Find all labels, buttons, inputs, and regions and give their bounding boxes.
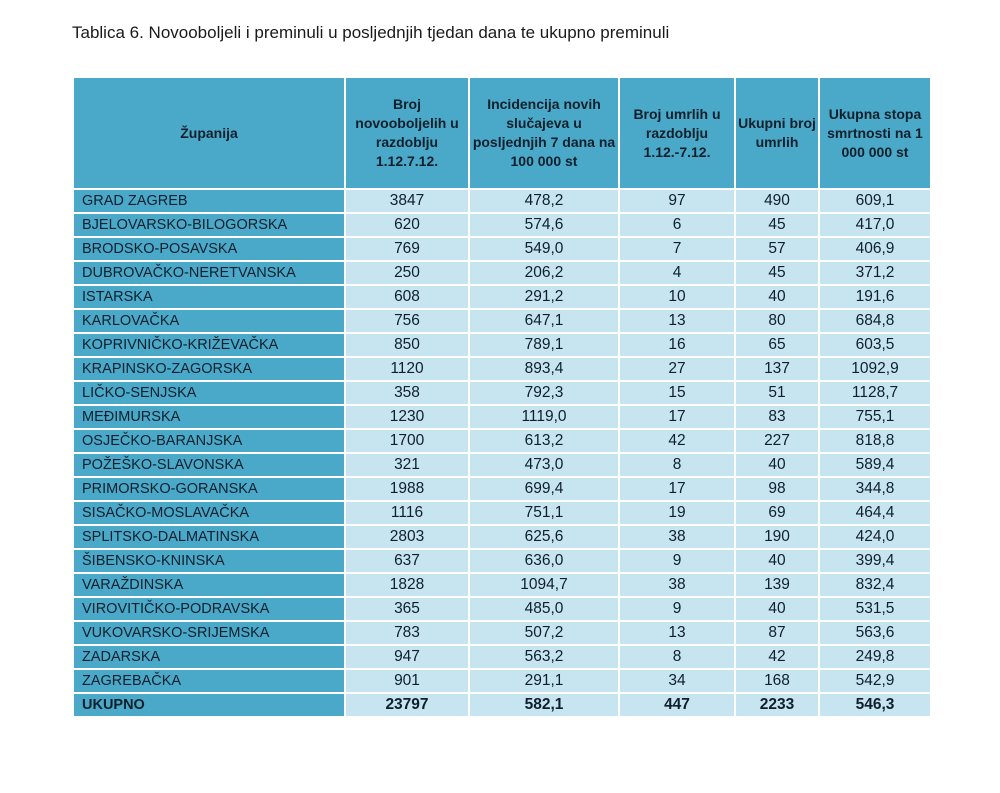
table-row (74, 310, 930, 332)
county-cell: PRIMORSKO-GORANSKA (74, 478, 344, 500)
deaths-period-cell: 42 (620, 430, 734, 452)
incidence-cell: 1119,0 (470, 406, 618, 428)
deaths-period-cell: 27 (620, 358, 734, 380)
total-deaths-cell: 490 (736, 190, 818, 212)
county-cell: SISAČKO-MOSLAVAČKA (74, 502, 344, 524)
county-cell: LIČKO-SENJSKA (74, 382, 344, 404)
new-cases-cell: 769 (346, 238, 468, 260)
incidence-cell: 473,0 (470, 454, 618, 476)
incidence-cell: 789,1 (470, 334, 618, 356)
county-cell: GRAD ZAGREB (74, 190, 344, 212)
new-cases-cell: 947 (346, 646, 468, 668)
new-cases-cell: 637 (346, 550, 468, 572)
new-cases-cell: 850 (346, 334, 468, 356)
county-cell: BRODSKO-POSAVSKA (74, 238, 344, 260)
table-body (74, 190, 930, 716)
incidence-cell: 291,1 (470, 670, 618, 692)
new-cases-cell: 608 (346, 286, 468, 308)
mortality-rate-cell: 191,6 (820, 286, 930, 308)
header-new-cases: Broj novooboljelih u razdoblju 1.12.7.12. (346, 78, 468, 188)
total-deaths-cell: 42 (736, 646, 818, 668)
deaths-period-cell: 13 (620, 622, 734, 644)
deaths-period-cell: 6 (620, 214, 734, 236)
table-row (74, 574, 930, 596)
header-county: Županija (74, 78, 344, 188)
mortality-rate-cell: 755,1 (820, 406, 930, 428)
mortality-rate-cell: 406,9 (820, 238, 930, 260)
incidence-cell: 636,0 (470, 550, 618, 572)
total-deaths-cell: 69 (736, 502, 818, 524)
total-deaths-cell: 2233 (736, 694, 818, 716)
county-cell: KRAPINSKO-ZAGORSKA (74, 358, 344, 380)
deaths-period-cell: 17 (620, 406, 734, 428)
table-row (74, 550, 930, 572)
header-deaths-period: Broj umrlih u razdoblju 1.12.-7.12. (620, 78, 734, 188)
mortality-rate-cell: 424,0 (820, 526, 930, 548)
total-deaths-cell: 45 (736, 214, 818, 236)
table-row (74, 214, 930, 236)
county-cell: VARAŽDINSKA (74, 574, 344, 596)
new-cases-cell: 1116 (346, 502, 468, 524)
mortality-rate-cell: 1092,9 (820, 358, 930, 380)
table-row (74, 190, 930, 212)
mortality-rate-cell: 417,0 (820, 214, 930, 236)
table-caption: Tablica 6. Novooboljeli i preminuli u posljednjih tjedan dana te ukupno preminuli (72, 23, 670, 42)
county-cell: VUKOVARSKO-SRIJEMSKA (74, 622, 344, 644)
county-cell: ŠIBENSKO-KNINSKA (74, 550, 344, 572)
table-row (74, 502, 930, 524)
new-cases-cell: 358 (346, 382, 468, 404)
deaths-period-cell: 447 (620, 694, 734, 716)
mortality-rate-cell: 818,8 (820, 430, 930, 452)
table-row (74, 406, 930, 428)
incidence-cell: 485,0 (470, 598, 618, 620)
deaths-period-cell: 9 (620, 598, 734, 620)
total-deaths-cell: 168 (736, 670, 818, 692)
incidence-cell: 893,4 (470, 358, 618, 380)
incidence-cell: 478,2 (470, 190, 618, 212)
county-cell: BJELOVARSKO-BILOGORSKA (74, 214, 344, 236)
table-row (74, 382, 930, 404)
mortality-rate-cell: 609,1 (820, 190, 930, 212)
mortality-rate-cell: 563,6 (820, 622, 930, 644)
mortality-rate-cell: 546,3 (820, 694, 930, 716)
incidence-cell: 625,6 (470, 526, 618, 548)
county-cell: VIROVITIČKO-PODRAVSKA (74, 598, 344, 620)
deaths-period-cell: 17 (620, 478, 734, 500)
table-row (74, 454, 930, 476)
total-deaths-cell: 57 (736, 238, 818, 260)
deaths-period-cell: 4 (620, 262, 734, 284)
deaths-period-cell: 15 (620, 382, 734, 404)
incidence-cell: 1094,7 (470, 574, 618, 596)
county-cell: ZADARSKA (74, 646, 344, 668)
mortality-rate-cell: 464,4 (820, 502, 930, 524)
deaths-period-cell: 16 (620, 334, 734, 356)
total-deaths-cell: 80 (736, 310, 818, 332)
mortality-rate-cell: 531,5 (820, 598, 930, 620)
table-row (74, 670, 930, 692)
total-deaths-cell: 87 (736, 622, 818, 644)
mortality-rate-cell: 1128,7 (820, 382, 930, 404)
table-row (74, 622, 930, 644)
new-cases-cell: 1828 (346, 574, 468, 596)
incidence-cell: 291,2 (470, 286, 618, 308)
new-cases-cell: 1230 (346, 406, 468, 428)
incidence-cell: 574,6 (470, 214, 618, 236)
table-row (74, 262, 930, 284)
county-cell: OSJEČKO-BARANJSKA (74, 430, 344, 452)
deaths-period-cell: 97 (620, 190, 734, 212)
header-row (74, 78, 930, 188)
new-cases-cell: 756 (346, 310, 468, 332)
table-row (74, 238, 930, 260)
table-row (74, 526, 930, 548)
new-cases-cell: 23797 (346, 694, 468, 716)
total-row (74, 694, 930, 716)
mortality-rate-cell: 832,4 (820, 574, 930, 596)
county-cell: MEĐIMURSKA (74, 406, 344, 428)
new-cases-cell: 620 (346, 214, 468, 236)
table-row (74, 358, 930, 380)
deaths-period-cell: 8 (620, 454, 734, 476)
deaths-period-cell: 7 (620, 238, 734, 260)
county-cell: SPLITSKO-DALMATINSKA (74, 526, 344, 548)
county-cell: POŽEŠKO-SLAVONSKA (74, 454, 344, 476)
new-cases-cell: 365 (346, 598, 468, 620)
county-cell: ISTARSKA (74, 286, 344, 308)
total-deaths-cell: 83 (736, 406, 818, 428)
new-cases-cell: 321 (346, 454, 468, 476)
incidence-cell: 507,2 (470, 622, 618, 644)
table-row (74, 646, 930, 668)
incidence-cell: 206,2 (470, 262, 618, 284)
total-deaths-cell: 40 (736, 598, 818, 620)
county-cell: KOPRIVNIČKO-KRIŽEVAČKA (74, 334, 344, 356)
county-cell: DUBROVAČKO-NERETVANSKA (74, 262, 344, 284)
header-total-deaths: Ukupni broj umrlih (736, 78, 818, 188)
mortality-rate-cell: 603,5 (820, 334, 930, 356)
mortality-rate-cell: 542,9 (820, 670, 930, 692)
new-cases-cell: 250 (346, 262, 468, 284)
total-deaths-cell: 227 (736, 430, 818, 452)
new-cases-cell: 901 (346, 670, 468, 692)
county-cell: ZAGREBAČKA (74, 670, 344, 692)
new-cases-cell: 783 (346, 622, 468, 644)
incidence-cell: 647,1 (470, 310, 618, 332)
total-deaths-cell: 51 (736, 382, 818, 404)
table-row (74, 478, 930, 500)
mortality-rate-cell: 684,8 (820, 310, 930, 332)
incidence-cell: 792,3 (470, 382, 618, 404)
header-mortality-rate: Ukupna stopa smrtnosti na 1 000 000 st (820, 78, 930, 188)
new-cases-cell: 1700 (346, 430, 468, 452)
total-deaths-cell: 65 (736, 334, 818, 356)
table-row (74, 286, 930, 308)
deaths-period-cell: 38 (620, 526, 734, 548)
incidence-cell: 613,2 (470, 430, 618, 452)
table-row (74, 598, 930, 620)
mortality-rate-cell: 344,8 (820, 478, 930, 500)
table-row (74, 430, 930, 452)
incidence-cell: 699,4 (470, 478, 618, 500)
incidence-cell: 751,1 (470, 502, 618, 524)
total-deaths-cell: 139 (736, 574, 818, 596)
total-deaths-cell: 40 (736, 454, 818, 476)
deaths-period-cell: 38 (620, 574, 734, 596)
new-cases-cell: 3847 (346, 190, 468, 212)
mortality-rate-cell: 249,8 (820, 646, 930, 668)
table-row (74, 334, 930, 356)
county-cell: KARLOVAČKA (74, 310, 344, 332)
total-deaths-cell: 98 (736, 478, 818, 500)
mortality-rate-cell: 399,4 (820, 550, 930, 572)
mortality-rate-cell: 589,4 (820, 454, 930, 476)
deaths-period-cell: 19 (620, 502, 734, 524)
new-cases-cell: 1120 (346, 358, 468, 380)
deaths-period-cell: 10 (620, 286, 734, 308)
incidence-cell: 549,0 (470, 238, 618, 260)
deaths-period-cell: 9 (620, 550, 734, 572)
total-deaths-cell: 40 (736, 550, 818, 572)
header-incidence: Incidencija novih slučajeva u posljednjih 7 dana na 100 000 st (470, 78, 618, 188)
incidence-cell: 582,1 (470, 694, 618, 716)
deaths-period-cell: 34 (620, 670, 734, 692)
total-deaths-cell: 40 (736, 286, 818, 308)
mortality-rate-cell: 371,2 (820, 262, 930, 284)
new-cases-cell: 1988 (346, 478, 468, 500)
total-deaths-cell: 190 (736, 526, 818, 548)
deaths-period-cell: 8 (620, 646, 734, 668)
incidence-cell: 563,2 (470, 646, 618, 668)
deaths-period-cell: 13 (620, 310, 734, 332)
county-cell: UKUPNO (74, 694, 344, 716)
new-cases-cell: 2803 (346, 526, 468, 548)
total-deaths-cell: 137 (736, 358, 818, 380)
county-statistics-table (72, 76, 932, 718)
total-deaths-cell: 45 (736, 262, 818, 284)
